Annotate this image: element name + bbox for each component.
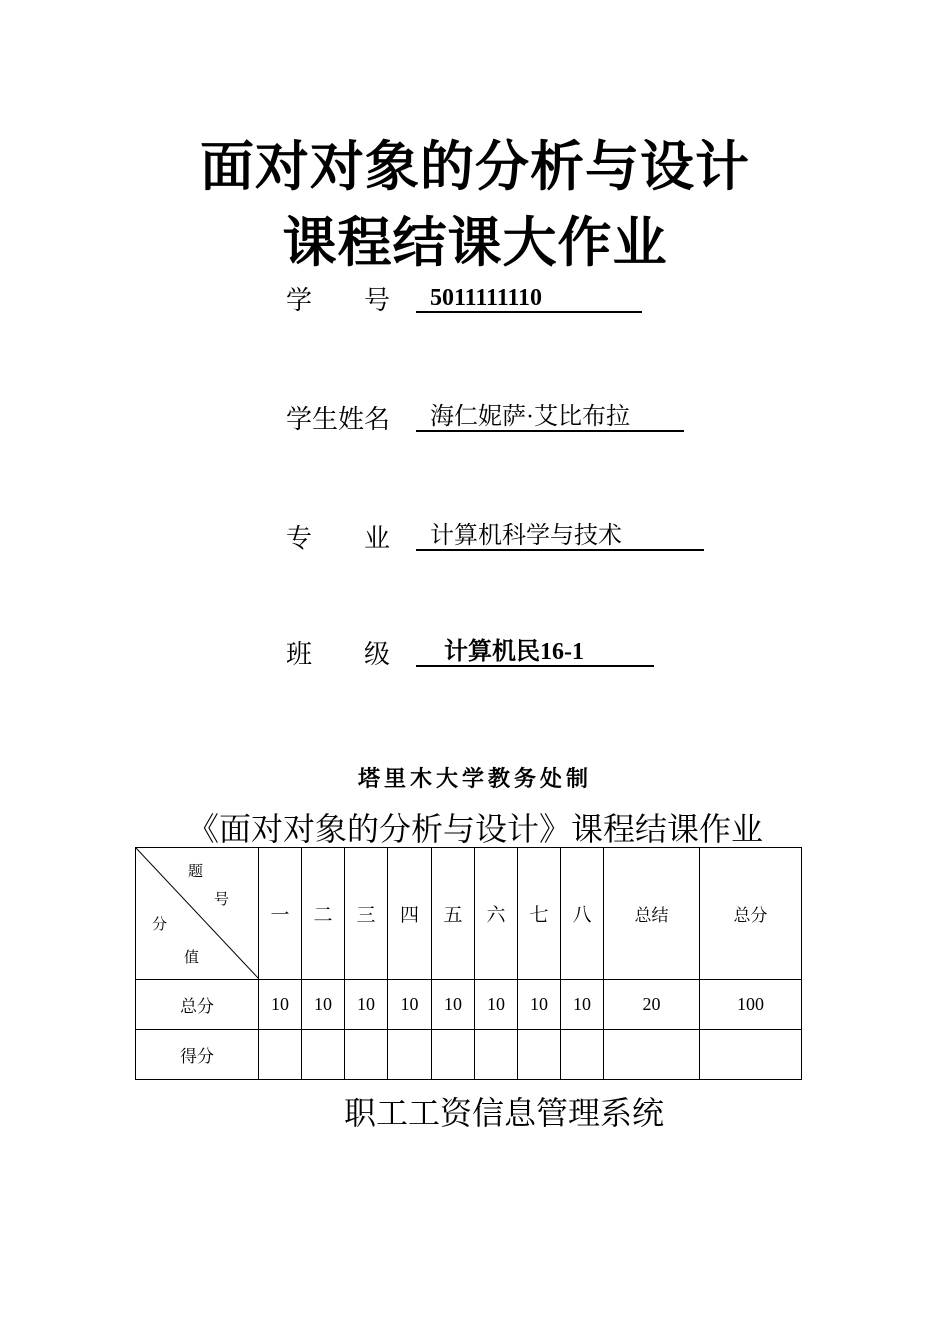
table-cell: 10 xyxy=(475,980,518,1030)
class-field: 计算机民16-1 xyxy=(416,637,654,667)
column-header: 三 xyxy=(345,848,388,980)
table-cell: 10 xyxy=(518,980,561,1030)
corner-label-top: 题 xyxy=(188,862,204,880)
column-header: 一 xyxy=(259,848,302,980)
table-cell xyxy=(388,1030,432,1080)
course-heading: 《面对对象的分析与设计》课程结课作业 xyxy=(186,810,763,848)
table-cell: 10 xyxy=(345,980,388,1030)
document-title-line-1: 面对对象的分析与设计 xyxy=(200,135,750,198)
table-cell: 10 xyxy=(302,980,345,1030)
column-header: 总结 xyxy=(604,848,700,980)
info-label: 学号 xyxy=(286,286,443,316)
student-id-field: 5011111110 xyxy=(416,283,642,313)
table-row xyxy=(136,1030,802,1080)
info-label: 班级 xyxy=(286,640,443,670)
table-cell xyxy=(259,1030,302,1080)
table-cell xyxy=(475,1030,518,1080)
table-cell: 20 xyxy=(604,980,700,1030)
major-field: 计算机科学与技术 xyxy=(416,521,704,551)
column-header: 五 xyxy=(432,848,475,980)
info-label: 专业 xyxy=(286,524,443,554)
table-cell xyxy=(700,1030,802,1080)
row-label: 得分 xyxy=(136,1030,259,1080)
corner-label-left: 分 xyxy=(152,915,168,933)
table-cell: 10 xyxy=(388,980,432,1030)
column-header: 六 xyxy=(475,848,518,980)
table-cell xyxy=(604,1030,700,1080)
table-cell: 10 xyxy=(259,980,302,1030)
corner-label-bottom: 值 xyxy=(184,948,200,966)
school-office-line: 塔里木大学教务处制 xyxy=(357,767,592,792)
table-cell xyxy=(518,1030,561,1080)
table-cell xyxy=(561,1030,604,1080)
table-cell xyxy=(345,1030,388,1080)
table-cell: 10 xyxy=(561,980,604,1030)
corner-label-top2: 号 xyxy=(214,890,230,908)
table-cell: 100 xyxy=(700,980,802,1030)
column-header: 总分 xyxy=(700,848,802,980)
table-cell: 10 xyxy=(432,980,475,1030)
table-row xyxy=(136,980,802,1030)
corner-cell xyxy=(136,848,259,980)
column-header: 八 xyxy=(561,848,604,980)
column-header: 四 xyxy=(388,848,432,980)
table-header-row xyxy=(136,848,802,980)
table-cell xyxy=(432,1030,475,1080)
column-header: 二 xyxy=(302,848,345,980)
project-title: 职工工资信息管理系统 xyxy=(343,1094,664,1132)
row-label: 总分 xyxy=(136,980,259,1030)
document-title-line-2: 课程结课大作业 xyxy=(282,211,668,274)
student-name-field: 海仁妮萨·艾比布拉 xyxy=(416,402,684,432)
info-label: 学生姓名 xyxy=(286,405,391,435)
column-header: 七 xyxy=(518,848,561,980)
table-cell xyxy=(302,1030,345,1080)
score-table xyxy=(135,847,802,1080)
